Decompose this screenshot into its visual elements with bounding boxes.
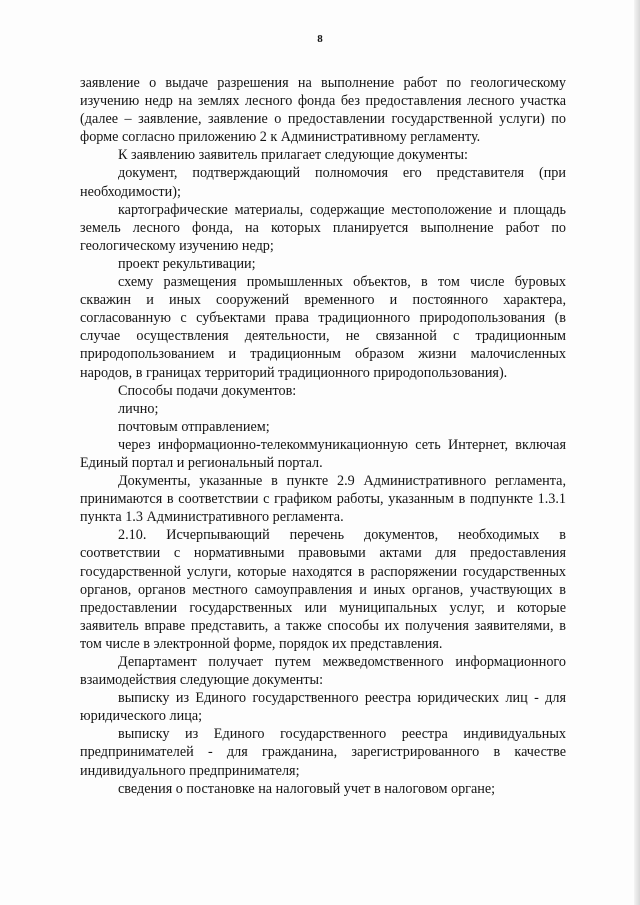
paragraph: выписку из Единого государственного реестра индивидуальных предпринимателей - для гражданина, зарегистрированного в качестве индивидуального предпринимателя; [80, 726, 566, 779]
page-number: 8 [317, 33, 323, 45]
paragraph: Способы подачи документов: [118, 382, 297, 399]
paragraph: документ, подтверждающий полномочия его представителя (при необходимости); [80, 165, 566, 200]
paragraph: К заявлению заявитель прилагает следующие документы: [118, 147, 468, 164]
paragraph: 2.10. Исчерпывающий перечень документов, необходимых в соответствии с нормативными правовыми актами для предоставления государственной услуги, которые находятся в распоряжении государственных органов, органов местного самоуправления и иных органов, участвующих в предоставлении государственных или муниципальных услуг, и которые заявитель вправе представить, а также способы их получения заявителями, в том числе в электронной форме, порядок их представления. [80, 527, 566, 652]
paragraph: Департамент получает путем межведомственного информационного взаимодействия следующие документы: [80, 654, 566, 689]
paragraph: почтовым отправлением; [118, 418, 270, 435]
paragraph: проект рекультивации; [118, 255, 256, 272]
paragraph: сведения о постановке на налоговый учет в налоговом органе; [118, 780, 496, 797]
paragraph: схему размещения промышленных объектов, в том числе буровых скважин и иных сооружений временного и постоянного характера, согласованную с субъектами права традиционного природопользования (в случае осуществления деятельности, не связанной с традиционным природопользованием и традиционным образом жизни малочисленных народов, в границах территорий традиционного природопользования). [80, 274, 566, 381]
document-body [80, 74, 566, 798]
paragraph: выписку из Единого государственного реестра юридических лиц - для юридического лица; [80, 690, 566, 725]
paragraph: заявление о выдаче разрешения на выполнение работ по геологическому изучению недр на землях лесного фонда без предоставления лесного участка (далее – заявление, заявление о предоставлении государственной услуги) по форме согласно приложению 2 к Административному регламенту. [80, 75, 566, 146]
scan-edge-shadow [634, 0, 640, 905]
paragraph: Документы, указанные в пункте 2.9 Административного регламента, принимаются в соответствии с графиком работы, указанным в подпункте 1.3.1 пункта 1.3 Административного регламента. [80, 473, 566, 526]
paragraph: картографические материалы, содержащие местоположение и площадь земель лесного фонда, на которых планируется выполнение работ по геологическому изучению недр; [80, 201, 566, 254]
paragraph: лично; [118, 400, 159, 417]
paragraph: через информационно-телекоммуникационную сеть Интернет, включая Единый портал и региональный портал. [80, 436, 566, 471]
